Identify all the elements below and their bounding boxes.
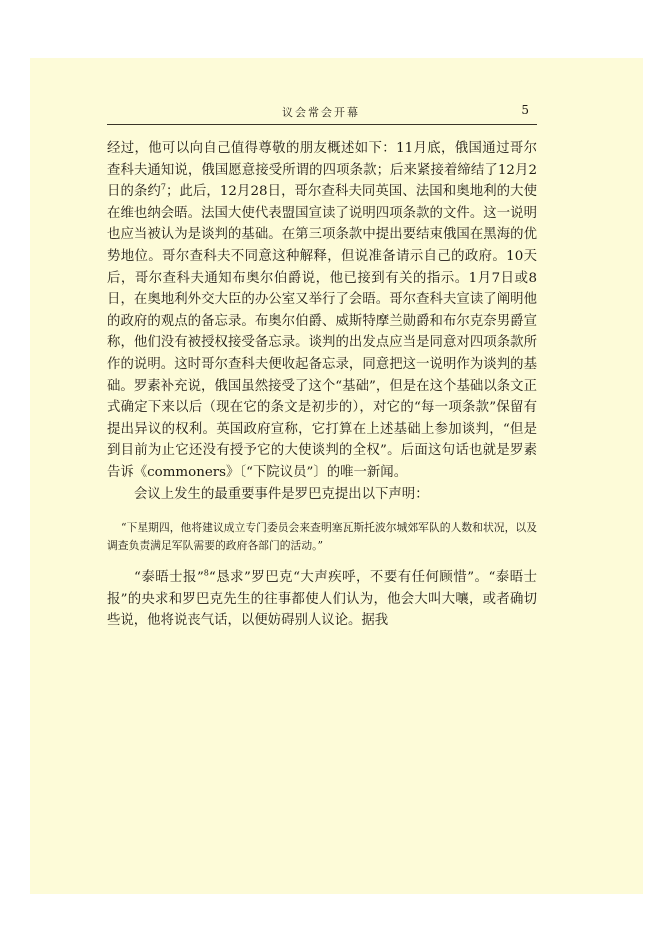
paragraph-1-text-a: 经过，他可以向自己值得尊敬的朋友概述如下：11月底，俄国通过哥尔查科夫通知说，俄国愿意接受所谓的四项条款；后来紧接着缔结了12月2日的条约: [107, 141, 537, 200]
chapter-title: 议会常会开幕: [282, 106, 360, 119]
footnote-ref-8: 8: [203, 568, 209, 578]
page-number: 5: [521, 103, 529, 117]
paragraph-1-text-b: ；此后，12月28日，哥尔查科夫同英国、法国和奥地利的大使在维也纳会晤。法国大使代表盟国宣读了说明四项条款的文件。这一说明也应当被认为是谈判的基础。在第三项条款中提出要结束俄国在黑海的优势地位。哥尔查科夫不同意这种解释，但说准备请示自己的政府。10天后，哥尔查科夫通知布奥尔伯爵说，他已接到有关的指示。1月7日或8日，在奥地利外交大臣的办公室又举行了会晤。哥尔查科夫宣读了阐明他的政府的观点的备忘录。布奥尔伯爵、威斯特摩兰勋爵和布尔克奈男爵宣称，他们没有被授权接受备忘录。谈判的出发点应当是同意对四项条款所作的说明。这时哥尔查科夫便收起备忘录，同意把这一说明作为谈判的基础。罗素补充说，俄国虽然接受了这个“基础”，但是在这个基础以条文正式确定下来以后（现在它的条文是初步的），对它的“每一项条款”保留有提出异议的权利。英国政府宣称，它打算在上述基础上参加谈判，“但是到目前为止它还没有授予它的大使谈判的全权”。后面这句话也就是罗素告诉《commoners》〔“下院议员”〕的唯一新闻。: [107, 184, 538, 480]
paragraph-3-text-a: “泰晤士报”: [134, 570, 204, 586]
paragraph-3-text-b: “恳求”罗巴克“大声疾呼，不要有任何顾惜”。“泰晤士报”的央求和罗巴克先生的往事都使人们认为，他会大叫大嚷，或者确切些说，他将说丧气话，以便妨碍别人议论。据我: [107, 570, 537, 629]
paragraph-1: [107, 138, 537, 484]
paragraph-3: [107, 567, 537, 632]
footnote-ref-7: 7: [160, 182, 166, 192]
page-body: [107, 138, 537, 632]
running-header: [107, 102, 537, 125]
paragraph-2: 会议上发生的最重要事件是罗巴克提出以下声明：: [134, 486, 429, 502]
block-quote: “下星期四，他将建议成立专门委员会来查明塞瓦斯托波尔城郊军队的人数和状况，以及调查负责满足军队需要的政府各部门的活动。”: [107, 521, 537, 553]
